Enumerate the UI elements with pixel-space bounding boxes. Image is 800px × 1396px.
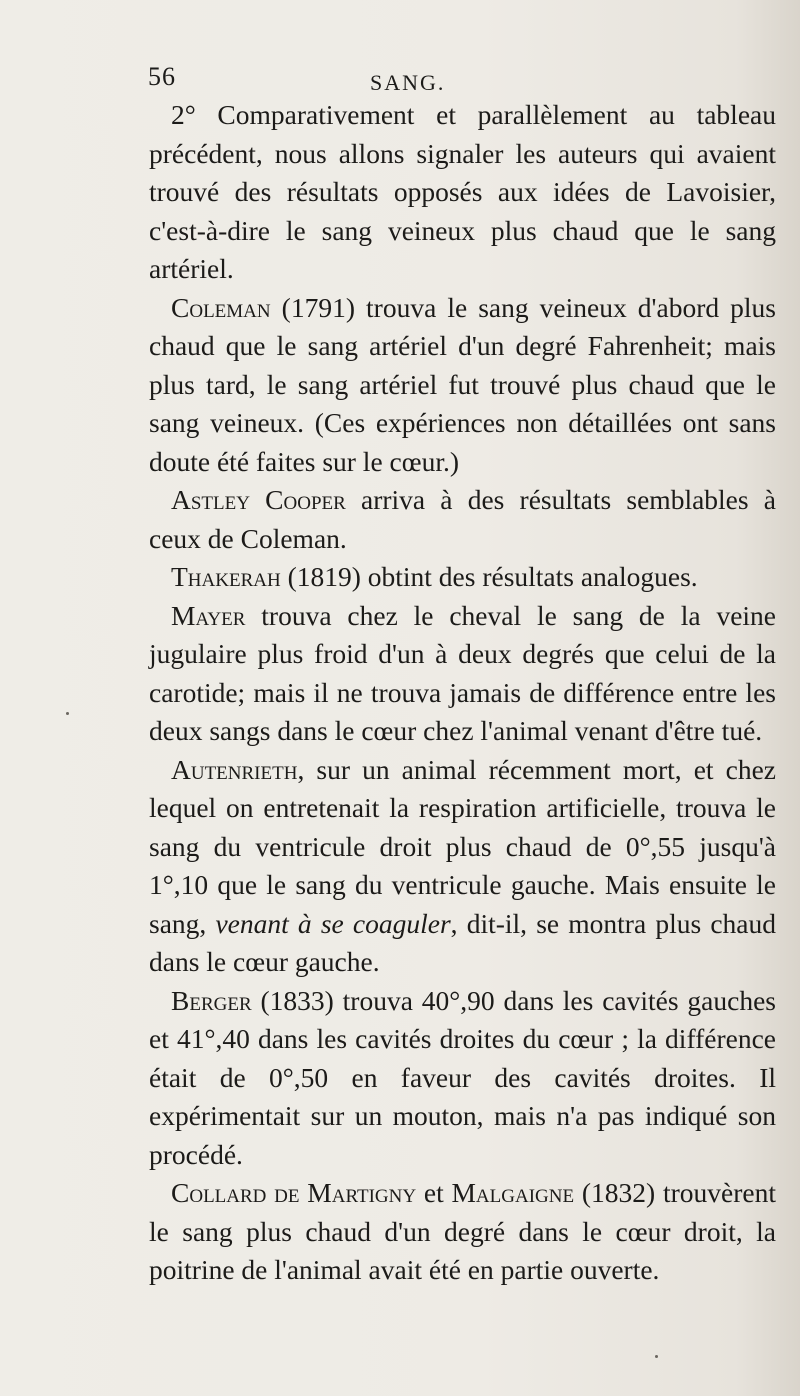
author-name: Thakerah bbox=[171, 561, 281, 592]
paragraph-autenrieth bbox=[149, 751, 776, 982]
running-head: SANG. bbox=[370, 70, 446, 95]
body-text bbox=[149, 96, 776, 1290]
paragraph-intro bbox=[149, 96, 776, 289]
paragraph-text: , sur un animal récemment mort, et chez lequel on entretenait la respiration artificielle, trouva le sang du ventricule droit plus chaud de 0°,55 jusqu'à 1°,10 que le sang du ventricule gauche. Mais ensuite le sang, bbox=[149, 753, 776, 939]
paragraph-coleman bbox=[149, 289, 776, 482]
author-name: Malgaigne bbox=[451, 1177, 575, 1208]
paragraph-berger bbox=[149, 982, 776, 1175]
paragraph-text: (1791) trouva le sang veineux d'abord plus chaud que le sang artériel d'un degré Fahrenheit; mais plus tard, le sang artériel fut trouvé plus chaud que le sang veineux. (Ces expériences non détaillées ont sans doute été faites sur le cœur.) bbox=[149, 291, 776, 477]
paragraph-thakerah bbox=[149, 558, 776, 597]
paragraph-text: (1833) trouva 40°,90 dans les cavités gauches et 41°,40 dans les cavités droites du cœur ; la différence était de 0°,50 en faveur des cavités droites. Il expérimentait sur un mouton, mais n'a pas indiqué son procédé. bbox=[149, 984, 776, 1170]
paragraph-text: trouva chez le cheval le sang de la veine jugulaire plus froid d'un à deux degrés que celui de la carotide; mais il ne trouva jamais de différence entre les deux sangs dans le cœur chez l'animal venant d'être tué. bbox=[149, 599, 776, 746]
author-name: Astley Cooper bbox=[171, 484, 346, 515]
paper-speck bbox=[655, 1355, 658, 1358]
paragraph-text: , dit-il, se montra plus chaud dans le cœur gauche. bbox=[149, 907, 776, 977]
paragraph-text: 2° Comparativement et parallèlement au tableau précédent, nous allons signaler les auteurs qui avaient trouvé des résultats opposés aux idées de Lavoisier, c'est-à-dire le sang veineux plus chaud que le sang artériel. bbox=[149, 99, 776, 284]
author-name: Berger bbox=[171, 984, 252, 1016]
italic-phrase: venant à se coaguler bbox=[215, 907, 451, 939]
paragraph-collard-malgaigne bbox=[149, 1174, 776, 1290]
paragraph-text: arriva à des résultats semblables à ceux de Coleman. bbox=[149, 484, 776, 554]
paragraph-text: (1819) obtint des résultats analogues. bbox=[280, 561, 698, 592]
paragraph-mayer bbox=[149, 597, 776, 751]
author-name: Mayer bbox=[171, 599, 246, 631]
author-name: Coleman bbox=[171, 291, 271, 323]
page-number: 56 bbox=[148, 62, 176, 91]
paragraph-astley-cooper bbox=[149, 481, 776, 558]
paper-speck bbox=[66, 712, 69, 715]
author-name: Collard de Martigny bbox=[171, 1177, 417, 1208]
author-name: Autenrieth bbox=[171, 753, 298, 785]
paragraph-text: (1832) trouvèrent le sang plus chaud d'un degré dans le cœur droit, la poitrine de l'animal avait été en partie ouverte. bbox=[149, 1177, 776, 1285]
connector-text: et bbox=[416, 1177, 452, 1208]
